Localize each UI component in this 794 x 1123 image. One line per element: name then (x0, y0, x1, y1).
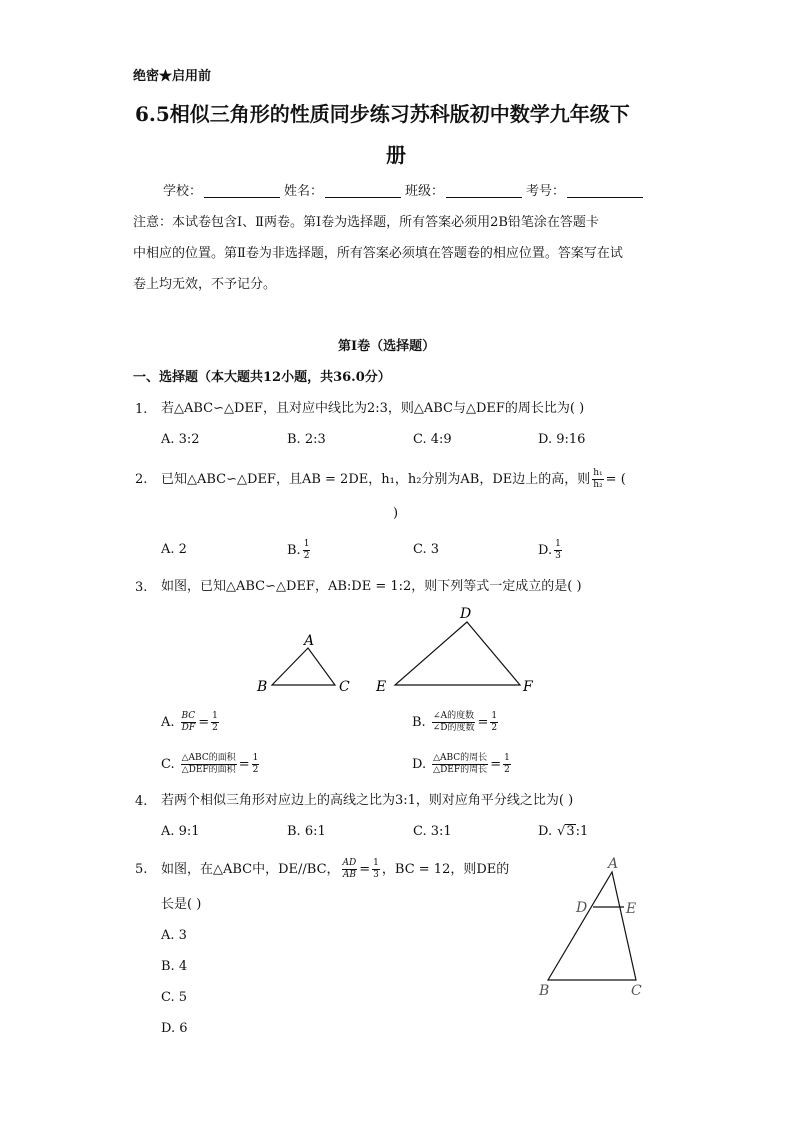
q2-option-d-den: 3 (555, 550, 561, 561)
q2-option-a[interactable]: A. 2 (161, 542, 187, 557)
exam-no-label: 考号： (526, 183, 566, 199)
q5-option-d[interactable]: D. 6 (161, 1021, 188, 1036)
q3-option-a-rnum: 1 (212, 710, 218, 721)
q3-option-d[interactable] (412, 750, 513, 778)
q3-option-c-num: △ABC的面积 (181, 752, 236, 763)
q2-frac-den: h₂ (593, 479, 603, 490)
volume-title: 第Ⅰ卷（选择题） (338, 339, 436, 354)
q2-option-b[interactable] (287, 537, 312, 563)
q3-option-d-ratio (503, 754, 511, 775)
q2-option-b-frac (303, 540, 311, 561)
q5-ratio (372, 859, 380, 880)
q2-option-d-frac (554, 540, 562, 561)
q1-option-d[interactable]: D. 9:16 (538, 432, 586, 447)
q3-option-b-num: ∠A的度数 (433, 710, 475, 721)
q5-frac-den: AB (342, 869, 356, 880)
q1-number: 1. (135, 402, 148, 417)
q3-option-c-eq: = (238, 756, 250, 772)
q3-option-d-rnum: 1 (504, 752, 510, 763)
class-blank[interactable] (446, 184, 522, 198)
q5-stem-eq: = (359, 861, 371, 877)
sqrt-icon: √ (557, 823, 566, 839)
q5-stem (161, 855, 509, 883)
name-blank[interactable] (325, 184, 401, 198)
q1-option-c[interactable]: C. 4:9 (413, 432, 452, 447)
q2-frac-num: h₁ (593, 467, 603, 478)
q3-option-a[interactable] (161, 708, 221, 736)
q5-stem-text: 如图，在△ABC中，DE//BC， (161, 861, 340, 877)
q3-option-d-letter: D. (412, 756, 427, 772)
q3-label-b: B (257, 679, 268, 695)
q3-option-c-ratio (252, 754, 260, 775)
q2-option-d-num: 1 (555, 538, 561, 549)
q3-option-d-rden: 2 (504, 764, 510, 775)
q5-frac-num: AD (342, 857, 357, 868)
school-label: 学校： (163, 183, 203, 199)
q3-option-d-den: △DEF的周长 (433, 764, 488, 775)
q5-ratio-num: 1 (373, 857, 379, 868)
q3-option-a-frac (181, 712, 197, 733)
q3-option-c-frac (181, 754, 237, 775)
q2-close-paren: ) (393, 506, 399, 521)
q5-option-c[interactable]: C. 5 (161, 990, 188, 1005)
q2-option-d[interactable] (538, 537, 564, 563)
part-title: 一、选择题（本大题共12小题，共36.0分） (133, 370, 391, 385)
q4-option-b[interactable]: B. 6:1 (287, 824, 326, 839)
q3-option-a-den: DF (181, 722, 196, 733)
notice-line-1: 注意：本试卷包含Ⅰ、Ⅱ两卷。第Ⅰ卷为选择题，所有答案必须用2B铅笔涂在答题卡 (133, 215, 599, 230)
q3-option-c-den: △DEF的面积 (181, 764, 236, 775)
q3-option-a-ratio (211, 712, 219, 733)
q4-option-a[interactable]: A. 9:1 (161, 824, 200, 839)
q2-stem-text: 已知△ABC∽△DEF，且AB = 2DE，h₁，h₂分别为AB，DE边上的高，则 (161, 471, 591, 487)
q5-label-c: C (631, 983, 642, 999)
q4-stem: 若两个相似三角形对应边上的高线之比为3:1，则对应角平分线之比为( ) (161, 793, 574, 808)
q3-triangle-abc (272, 648, 335, 685)
q5-stem-end: ，BC = 12，则DE的 (381, 861, 510, 877)
school-blank[interactable] (204, 184, 280, 198)
info-fields (163, 184, 647, 198)
q3-label-a: A (304, 633, 315, 649)
q3-stem: 如图，已知△ABC∽△DEF，AB:DE = 1:2，则下列等式一定成立的是( ) (161, 579, 582, 594)
q5-label-b: B (539, 983, 550, 999)
q1-option-b[interactable]: B. 2:3 (287, 432, 326, 447)
q3-option-c-rden: 2 (252, 764, 259, 775)
q3-label-d: D (460, 606, 472, 622)
q5-figure (530, 852, 660, 1002)
q3-number: 3. (135, 580, 148, 595)
name-label: 姓名： (284, 183, 324, 199)
q5-label-d: D (576, 900, 588, 916)
q3-option-d-num: △ABC的周长 (433, 752, 488, 763)
q5-triangle-abc (548, 872, 636, 980)
q4-option-d-ratio: :1 (575, 823, 589, 839)
secret-mark: 绝密★启用前 (133, 69, 212, 84)
q5-number: 5. (135, 862, 148, 877)
q4-option-d-letter: D. (538, 823, 553, 839)
q3-option-d-eq: = (490, 756, 502, 772)
notice-line-2: 中相应的位置。第Ⅱ卷为非选择题，所有答案必须填在答题卷的相应位置。答案写在试 (133, 246, 623, 261)
q3-option-b-frac (432, 712, 476, 733)
page-title-line2: 册 (386, 143, 406, 167)
q5-option-a[interactable]: A. 3 (161, 928, 187, 943)
q3-option-c-rnum: 1 (252, 752, 259, 763)
q5-fraction (342, 859, 358, 880)
q5-option-b[interactable]: B. 4 (161, 959, 188, 974)
q3-label-f: F (523, 679, 533, 695)
q3-label-e: E (376, 679, 387, 695)
q3-option-b[interactable] (412, 708, 500, 736)
q3-option-b-ratio (490, 712, 498, 733)
q2-stem-end: = ( (605, 471, 626, 487)
q2-option-b-letter: B. (287, 542, 301, 558)
q5-stem-line2: 长是( ) (161, 897, 202, 912)
q2-option-b-den: 2 (303, 550, 310, 561)
q5-label-e: E (626, 901, 637, 917)
notice-line-3: 卷上均无效，不予记分。 (133, 277, 277, 292)
q3-figure (250, 600, 550, 700)
exam-no-blank[interactable] (567, 184, 643, 198)
q3-option-a-letter: A. (161, 714, 175, 730)
q3-option-c[interactable] (161, 750, 261, 778)
q3-option-c-letter: C. (161, 756, 175, 772)
q4-option-d-radicand: 3 (566, 824, 575, 839)
q5-label-a: A (608, 856, 619, 872)
q2-option-b-num: 1 (303, 538, 310, 549)
q3-label-c: C (339, 679, 350, 695)
q3-option-b-den: ∠D的度数 (432, 722, 475, 733)
q2-option-d-letter: D. (538, 542, 553, 558)
q3-option-d-frac (432, 754, 488, 775)
page-title: 6.5相似三角形的性质同步练习苏科版初中数学九年级下 (135, 102, 630, 126)
q4-number: 4. (135, 794, 148, 809)
q3-triangle-def (395, 622, 520, 685)
q2-stem (161, 465, 626, 493)
q2-option-c[interactable]: C. 3 (413, 542, 440, 557)
q3-option-a-eq: = (198, 714, 210, 730)
class-label: 班级： (405, 183, 445, 199)
q4-option-c[interactable]: C. 3:1 (413, 824, 452, 839)
q1-stem: 若△ABC∽△DEF，且对应中线比为2:3，则△ABC与△DEF的周长比为( ) (161, 401, 585, 416)
q2-fraction (592, 469, 603, 490)
q3-option-b-letter: B. (412, 714, 426, 730)
q5-ratio-den: 3 (373, 869, 379, 880)
q3-option-b-rden: 2 (491, 722, 498, 733)
q3-option-a-rden: 2 (212, 722, 218, 733)
q3-option-b-eq: = (477, 714, 489, 730)
q2-number: 2. (135, 472, 148, 487)
q3-option-b-rnum: 1 (491, 710, 498, 721)
q4-option-d[interactable] (538, 822, 588, 840)
q1-option-a[interactable]: A. 3:2 (161, 432, 200, 447)
q3-option-a-num: BC (181, 710, 196, 721)
